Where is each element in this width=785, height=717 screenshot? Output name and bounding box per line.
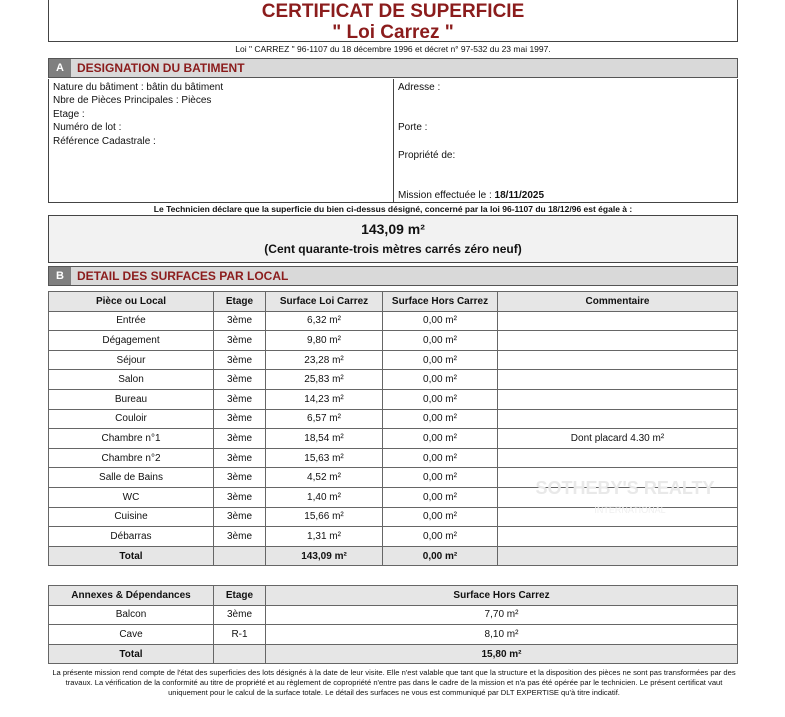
surface-cell: 18,54 m² (266, 429, 383, 449)
surface-cell: 0,00 m² (383, 507, 498, 527)
annexes-header-row (49, 586, 738, 606)
surface-cell: 3ème (214, 370, 266, 390)
building-info-box (48, 79, 738, 203)
surface-cell: Salon (49, 370, 214, 390)
surface-cell: Bureau (49, 389, 214, 409)
surface-cell: 3ème (214, 527, 266, 547)
surface-cell: Chambre n°2 (49, 448, 214, 468)
surface-cell: 3ème (214, 350, 266, 370)
surface-cell: 1,40 m² (266, 487, 383, 507)
surface-cell: Débarras (49, 527, 214, 547)
col-header-piece: Pièce ou Local (49, 292, 214, 312)
annex-cell: 7,70 m² (266, 605, 738, 625)
info-mission (398, 190, 544, 201)
surface-cell (498, 370, 738, 390)
surface-cell: 23,28 m² (266, 350, 383, 370)
col-header-carrez: Surface Loi Carrez (266, 292, 383, 312)
surface-cell: 0,00 m² (383, 389, 498, 409)
title-box (48, 0, 738, 42)
surface-row (49, 311, 738, 331)
surface-cell: 0,00 m² (383, 350, 498, 370)
info-divider (393, 79, 394, 203)
surface-cell: 0,00 m² (383, 468, 498, 488)
surface-cell: 0,00 m² (383, 370, 498, 390)
surface-total-cell: 0,00 m² (383, 546, 498, 566)
surface-cell: 3ème (214, 468, 266, 488)
annex-row (49, 625, 738, 645)
annex-total-row (49, 644, 738, 664)
surface-total-cell (214, 546, 266, 566)
surface-cell: 0,00 m² (383, 311, 498, 331)
col-header-etage: Etage (214, 292, 266, 312)
surface-cell: 3ème (214, 429, 266, 449)
surface-cell (498, 448, 738, 468)
annex-cell: R-1 (214, 625, 266, 645)
surfaces-header-row (49, 292, 738, 312)
surface-cell: 6,32 m² (266, 311, 383, 331)
annexes-table (48, 585, 738, 664)
surface-cell: 15,66 m² (266, 507, 383, 527)
info-porte: Porte : (398, 122, 428, 133)
surface-total-cell: Total (49, 546, 214, 566)
surface-cell: 9,80 m² (266, 331, 383, 351)
surface-cell: WC (49, 487, 214, 507)
surface-cell: 4,52 m² (266, 468, 383, 488)
surface-cell: 25,83 m² (266, 370, 383, 390)
surface-cell: 6,57 m² (266, 409, 383, 429)
info-adresse: Adresse : (398, 82, 441, 93)
mission-label: Mission effectuée le : (398, 190, 492, 201)
surface-row (49, 370, 738, 390)
info-lot: Numéro de lot : (53, 122, 122, 133)
surface-cell: 0,00 m² (383, 527, 498, 547)
mission-date: 18/11/2025 (494, 190, 545, 201)
surface-cell: Dont placard 4.30 m² (498, 429, 738, 449)
annex-cell: Cave (49, 625, 214, 645)
surface-row (49, 389, 738, 409)
surface-cell: 0,00 m² (383, 429, 498, 449)
surface-cell: Couloir (49, 409, 214, 429)
surface-cell: 0,00 m² (383, 331, 498, 351)
surface-cell: Salle de Bains (49, 468, 214, 488)
col-header-hors-carrez: Surface Hors Carrez (383, 292, 498, 312)
law-reference: Loi " CARREZ " 96-1107 du 18 décembre 1996 et décret n° 97-532 du 23 mai 1997. (235, 44, 551, 54)
surface-cell: Cuisine (49, 507, 214, 527)
surface-cell (498, 409, 738, 429)
surface-cell: 3ème (214, 409, 266, 429)
surface-total-row (49, 546, 738, 566)
annex-cell: 3ème (214, 605, 266, 625)
document-title: CERTIFICAT DE SUPERFICIE (261, 1, 525, 22)
watermark-brand: SOTHEBY'S REALTY (535, 478, 715, 498)
surface-row (49, 409, 738, 429)
section-b-title: DETAIL DES SURFACES PAR LOCAL (77, 269, 289, 283)
info-propriete: Propriété de: (398, 150, 456, 161)
surface-cell: 14,23 m² (266, 389, 383, 409)
surface-cell: 3ème (214, 331, 266, 351)
total-surface-value: 143,09 m² (361, 221, 425, 237)
surface-cell: Chambre n°1 (49, 429, 214, 449)
annex-header-surface: Surface Hors Carrez (266, 586, 738, 606)
annex-total-cell (214, 644, 266, 664)
surface-cell: Séjour (49, 350, 214, 370)
total-surface-words: (Cent quarante-trois mètres carrés zéro neuf) (264, 242, 522, 256)
annex-cell: 8,10 m² (266, 625, 738, 645)
watermark-sub: INTERNATIONAL (594, 505, 666, 515)
annex-header-name: Annexes & Dépendances (49, 586, 214, 606)
surfaces-table (48, 291, 738, 566)
surface-row (49, 350, 738, 370)
info-pieces: Nbre de Pièces Principales : Pièces (53, 95, 212, 106)
document-subtitle: " Loi Carrez " (332, 22, 454, 43)
surface-cell: 3ème (214, 487, 266, 507)
surface-cell (498, 350, 738, 370)
surface-cell: 3ème (214, 507, 266, 527)
section-b-letter: B (49, 267, 71, 285)
declaration-text: Le Technicien déclare que la superficie du bien ci-dessus désigné, concerné par la loi 96-1107 du 18/12/96 est égale à : (153, 204, 633, 214)
footer-disclaimer: La présente mission rend compte de l'état des superficies des lots désignés à la date de leur visite. Elle n'est valable que tant que la structure et la disposition des pièces ne sont pas transformées par des travaux. La vérification de la conformité au titre de propriété et au règlement de copropriété n'entre pas dans le cadre de la mission et n'a pas été opérée par le technicien. Le présent certificat vaut uniquement pour le calcul de la surface totale. Le détail des surfaces ne vous est communiqué par DLT EXPERTISE qu'à titre indicatif. (52, 668, 736, 697)
info-cadastre: Référence Cadastrale : (53, 136, 156, 147)
surface-cell: Dégagement (49, 331, 214, 351)
surface-cell (498, 311, 738, 331)
annex-header-etage: Etage (214, 586, 266, 606)
info-nature: Nature du bâtiment : bâtin du bâtiment (53, 82, 224, 93)
annex-total-cell: 15,80 m² (266, 644, 738, 664)
surface-row (49, 448, 738, 468)
section-a-letter: A (49, 59, 71, 77)
section-b-header (48, 266, 738, 286)
surface-row (49, 331, 738, 351)
annex-cell: Balcon (49, 605, 214, 625)
surface-total-cell: 143,09 m² (266, 546, 383, 566)
surface-cell: 3ème (214, 311, 266, 331)
surface-row (49, 527, 738, 547)
surface-cell (498, 527, 738, 547)
annex-total-cell: Total (49, 644, 214, 664)
annex-row (49, 605, 738, 625)
surface-cell (498, 331, 738, 351)
surface-cell: Entrée (49, 311, 214, 331)
surface-row (49, 429, 738, 449)
surface-cell: 1,31 m² (266, 527, 383, 547)
surface-cell: 15,63 m² (266, 448, 383, 468)
surface-cell: 0,00 m² (383, 487, 498, 507)
surface-cell: 0,00 m² (383, 409, 498, 429)
surface-cell: 3ème (214, 448, 266, 468)
surface-cell: 0,00 m² (383, 448, 498, 468)
col-header-commentaire: Commentaire (498, 292, 738, 312)
surface-cell: 3ème (214, 389, 266, 409)
surface-cell (498, 389, 738, 409)
surface-total-cell (498, 546, 738, 566)
info-etage: Etage : (53, 109, 85, 120)
total-surface-box (48, 215, 738, 263)
section-a-header (48, 58, 738, 78)
section-a-title: DESIGNATION DU BATIMENT (77, 61, 245, 75)
